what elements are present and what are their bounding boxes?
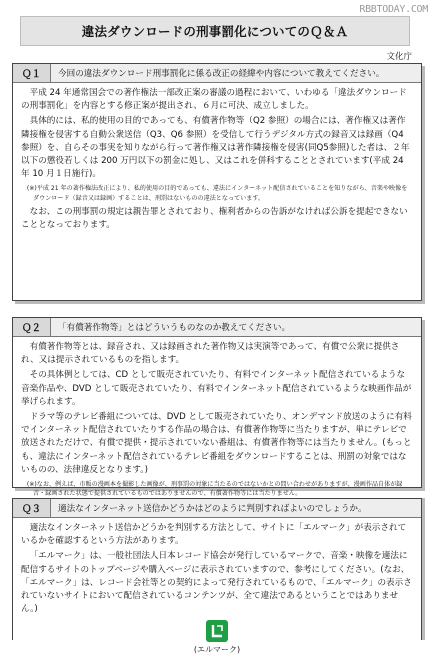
answer-note: (※)なお、例えば、市販の漫画本を撮影した画像が、刑事罰の対象に当たるのではないかとの問い合わせがありますが、漫画作品自体が録音・録画された状態で提供されているものではありませんので、有償著作物等には当たりません。 (26, 481, 403, 498)
qa-section-3 (12, 498, 422, 655)
answer-paragraph: なお、この刑事罰の規定は親告罪とされており、権利者からの告訴がなければ公訴を提起できないこととなっております。 (21, 206, 408, 231)
answer-note: (※)平成 21 年の著作権法改正により、私的使用の目的であっても、違法にインターネット配信されていることを知りながら、音楽や映像をダウンロード（録音又は録画）することは、刑罰はないものの違法となっています。 (26, 185, 408, 202)
qa-section-1 (12, 63, 422, 301)
question-row-1 (13, 64, 421, 83)
question-row-3 (13, 499, 421, 518)
document-title: 違法ダウンロードの刑事罰化についてのＱ＆Ａ (81, 24, 349, 39)
document-title-box (20, 16, 410, 46)
question-text-1: 今回の違法ダウンロード刑事罰化に係る改正の経緯や内容について教えてください。 (58, 69, 385, 79)
answer-paragraph: 具体的には、私的使用の目的であっても、有償著作物等（Q2 参照）の場合には、著作権又は著作隣接権を侵害する自動公衆送信（Q3、Q6 参照）を受信して行うデジタル方式の録音又は録画（Q4 参照）を、自らその事実を知りながら行って著作権又は著作隣接権を侵害(同Q5参照)した者は、２年以下の懲役若しくは 200 万円以下の罰金に処し、又はこれを併科することとされています(平成 24 年 10 月１日施行)。 (21, 116, 410, 180)
answer-paragraph: 有償著作物等とは、録音され、又は録画された著作物又は実演等であって、有償で公衆に提供され、又は提示されているものを指します。 (21, 342, 400, 366)
answer-paragraph: 平成 24 年通常国会での著作権法一部改正案の審議の過程において、いわゆる「違法ダウンロードの刑事罰化」を内容とする修正案が提出され、６月に可決、成立しました。 (21, 88, 407, 112)
answer-paragraph: その具体例としては、CD として販売されていたり、有料でインターネット配信されているような音楽作品や、DVD として販売されていたり、有料でインターネット配信されているような映画作品が挙げられます。 (21, 370, 412, 407)
agency-name: 文化庁 (386, 52, 412, 62)
question-row-2 (13, 318, 421, 337)
question-text-3: 適法なインターネット送信かどうかはどのように判別すればよいのでしょうか。 (58, 504, 367, 514)
question-label-1: Ｑ１ (13, 64, 51, 82)
answer-paragraph: 適法なインターネット送信かどうかを判別する方法として、サイトに「エルマーク」が表示されているかを確認するという方法があります。 (21, 523, 407, 547)
answer-body-3 (13, 518, 421, 655)
answer-paragraph: 「エルマーク」は、一般社団法人日本レコード協会が発行しているマークで、音楽・映像を適法に配信するサイトのトップページや購入ページに表示されていますので、参考にしてください。(なお、「エルマーク」は、レコード会社等との契約によって発行されているもので、「エルマーク」の表示されていないサイトにおいて配信されているコンテンツが、全て違法であるということではありません。) (21, 551, 412, 615)
answer-body-2 (13, 337, 421, 498)
lmark-logo-icon (206, 620, 228, 642)
question-label-3: Ｑ３ (13, 499, 51, 517)
answer-paragraph: ドラマ等のテレビ番組については、DVD として販売されていたり、オンデマンド放送のように有料でインターネット配信されていたりする作品の場合は、有償著作物等に当たりますが、単にテレビで放送されただけで、有償で提供・提示されていない番組は、有償著作物等には当たりません。(もっとも、違法にインターネット配信されているテレビ番組をダウンロードすることは、刑罰の対象ではないものの、法律違反となります。) (21, 412, 412, 475)
qa-section-2 (12, 317, 422, 498)
question-text-2: 「有償著作物等」とはどういうものなのか教えてください。 (58, 323, 291, 333)
answer-body-1 (13, 83, 421, 232)
lmark-caption: (エルマーク) (193, 645, 241, 655)
site-watermark: RBBTODAY.COM (359, 4, 428, 15)
question-label-2: Ｑ２ (13, 318, 51, 336)
lmark-logo-block (21, 620, 413, 655)
